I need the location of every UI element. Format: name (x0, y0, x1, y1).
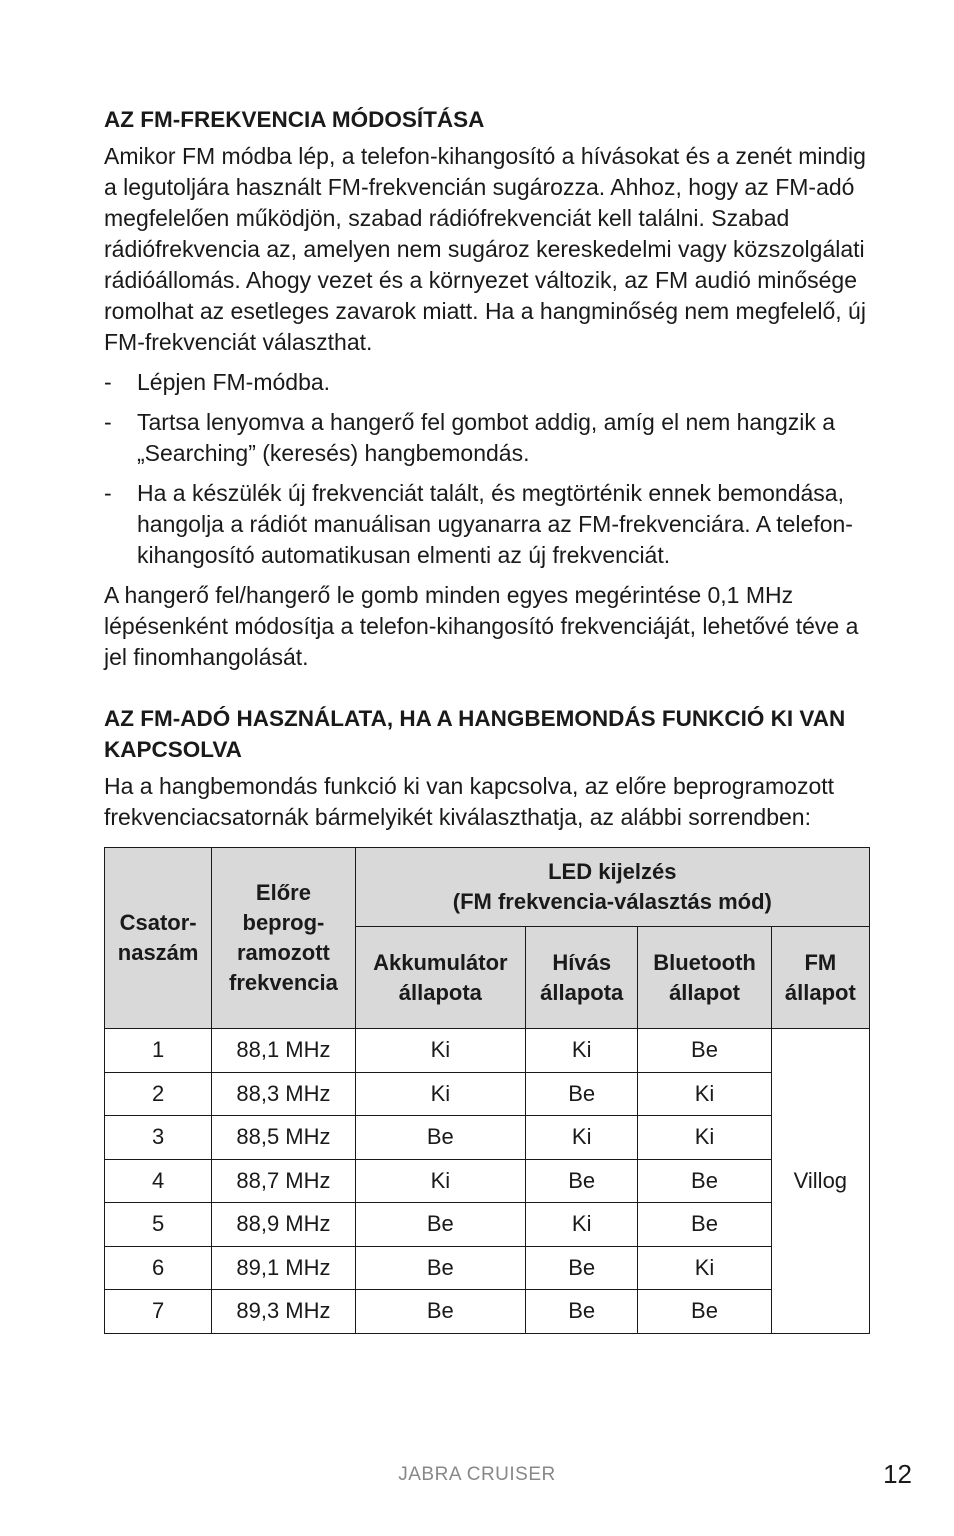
header-text: Csator- (119, 910, 197, 935)
cell-call: Ki (526, 1203, 638, 1247)
header-text: állapota (540, 979, 624, 1005)
header-frequency (212, 848, 355, 1029)
dash-bullet: - (104, 480, 112, 506)
header-text: beprog- (242, 910, 325, 935)
cell-call: Be (526, 1072, 638, 1116)
header-text: állapota (398, 979, 482, 1005)
cell-bluetooth: Be (638, 1029, 771, 1073)
dash-bullet: - (104, 369, 112, 395)
header-text: Előre (255, 880, 311, 905)
cell-bluetooth: Be (638, 1203, 771, 1247)
list-item (104, 478, 870, 571)
cell-frequency: 89,1 MHz (212, 1246, 355, 1290)
header-text: állapot (784, 979, 856, 1005)
cell-channel: 4 (105, 1159, 212, 1203)
table-row (105, 1116, 870, 1160)
header-text: FM (804, 949, 837, 975)
step-text: Ha a készülék új frekvenciát talált, és megtörténik ennek bemondása, hangolja a rádiót manuálisan ugyanarra az FM-frekvenciára. A telefon-kihangosító automatikusan elmenti az új frekvenciát. (137, 480, 853, 568)
header-channel (105, 848, 212, 1029)
section2-intro: Ha a hangbemondás funkció ki van kapcsolva, az előre beprogramozott frekvenciacsatornák bármelyikét kiválaszthatja, az alábbi sorrendben: (104, 773, 835, 830)
header-text: állapot (669, 979, 740, 1005)
cell-frequency: 88,3 MHz (212, 1072, 355, 1116)
header-text: Bluetooth (653, 949, 756, 975)
cell-frequency: 88,7 MHz (212, 1159, 355, 1203)
list-item (104, 407, 870, 469)
cell-channel: 2 (105, 1072, 212, 1116)
section-heading-fm-frequency: AZ FM-FREKVENCIA MÓDOSÍTÁSA (104, 107, 485, 132)
header-bluetooth (638, 927, 771, 1029)
list-item (104, 367, 870, 398)
dash-bullet: - (104, 409, 112, 435)
cell-channel: 6 (105, 1246, 212, 1290)
cell-call: Ki (526, 1116, 638, 1160)
header-text: Hívás (552, 949, 612, 975)
page-number: 12 (883, 1459, 912, 1489)
step-text: Lépjen FM-módba. (137, 369, 331, 395)
header-text: Akkumulátor (373, 949, 508, 975)
header-text: ramozott (237, 940, 330, 965)
cell-bluetooth: Ki (638, 1072, 771, 1116)
header-fm (771, 927, 869, 1029)
header-text: naszám (117, 940, 199, 965)
cell-bluetooth: Ki (638, 1246, 771, 1290)
frequency-table (104, 847, 870, 1334)
cell-bluetooth: Be (638, 1290, 771, 1334)
header-battery (355, 927, 525, 1029)
cell-channel: 7 (105, 1290, 212, 1334)
cell-fm-state: Villog (771, 1029, 869, 1334)
table-row (105, 1159, 870, 1203)
fine-tuning-note: A hangerő fel/hangerő le gomb minden egyes megérintése 0,1 MHz lépésenként módosítja a telefon-kihangosító frekvenciáját, lehetővé téve a jel finomhangolását. (104, 582, 859, 670)
cell-bluetooth: Ki (638, 1116, 771, 1160)
cell-bluetooth: Be (638, 1159, 771, 1203)
cell-battery: Ki (355, 1029, 525, 1073)
cell-battery: Be (355, 1116, 525, 1160)
table-row (105, 1290, 870, 1334)
table-row (105, 1246, 870, 1290)
cell-channel: 5 (105, 1203, 212, 1247)
cell-frequency: 89,3 MHz (212, 1290, 355, 1334)
section-heading-fm-transmitter: AZ FM-ADÓ HASZNÁLATA, HA A HANGBEMONDÁS FUNKCIÓ KI VAN KAPCSOLVA (104, 706, 846, 762)
cell-battery: Ki (355, 1159, 525, 1203)
page-content (104, 104, 870, 1334)
cell-call: Be (526, 1290, 638, 1334)
cell-frequency: 88,5 MHz (212, 1116, 355, 1160)
cell-call: Be (526, 1246, 638, 1290)
cell-frequency: 88,1 MHz (212, 1029, 355, 1073)
steps-list (104, 367, 870, 571)
header-led (355, 848, 869, 927)
header-text: (FM frekvencia-választás mód) (452, 889, 772, 914)
cell-channel: 3 (105, 1116, 212, 1160)
table-row (105, 1072, 870, 1116)
table-row (105, 1203, 870, 1247)
cell-battery: Be (355, 1246, 525, 1290)
cell-channel: 1 (105, 1029, 212, 1073)
footer-brand: JABRA CRUISER (398, 1464, 556, 1485)
cell-frequency: 88,9 MHz (212, 1203, 355, 1247)
cell-battery: Be (355, 1290, 525, 1334)
step-text: Tartsa lenyomva a hangerő fel gombot addig, amíg el nem hangzik a „Searching” (keresés) hangbemondás. (137, 409, 836, 466)
header-text: LED kijelzés (548, 859, 677, 884)
header-text: frekvencia (229, 970, 338, 995)
intro-paragraph: Amikor FM módba lép, a telefon-kihangosító a hívásokat és a zenét mindig a legutoljára használt FM-frekvencián sugározza. Ahhoz, hogy az FM-adó megfelelően működjön, szabad rádiófrekvenciát kell találni. Szabad rádiófrekvencia az, amelyen nem sugároz kereskedelmi vagy közszolgálati rádióállomás. Ahogy vezet és a környezet változik, az FM audió minősége romolhat az esetleges zavarok miatt. Ha a hangminőség nem megfelelő, új FM-frekvenciát választhat. (104, 143, 866, 355)
cell-call: Ki (526, 1029, 638, 1073)
cell-call: Be (526, 1159, 638, 1203)
table-row (105, 1029, 870, 1073)
header-call (526, 927, 638, 1029)
cell-battery: Be (355, 1203, 525, 1247)
cell-battery: Ki (355, 1072, 525, 1116)
